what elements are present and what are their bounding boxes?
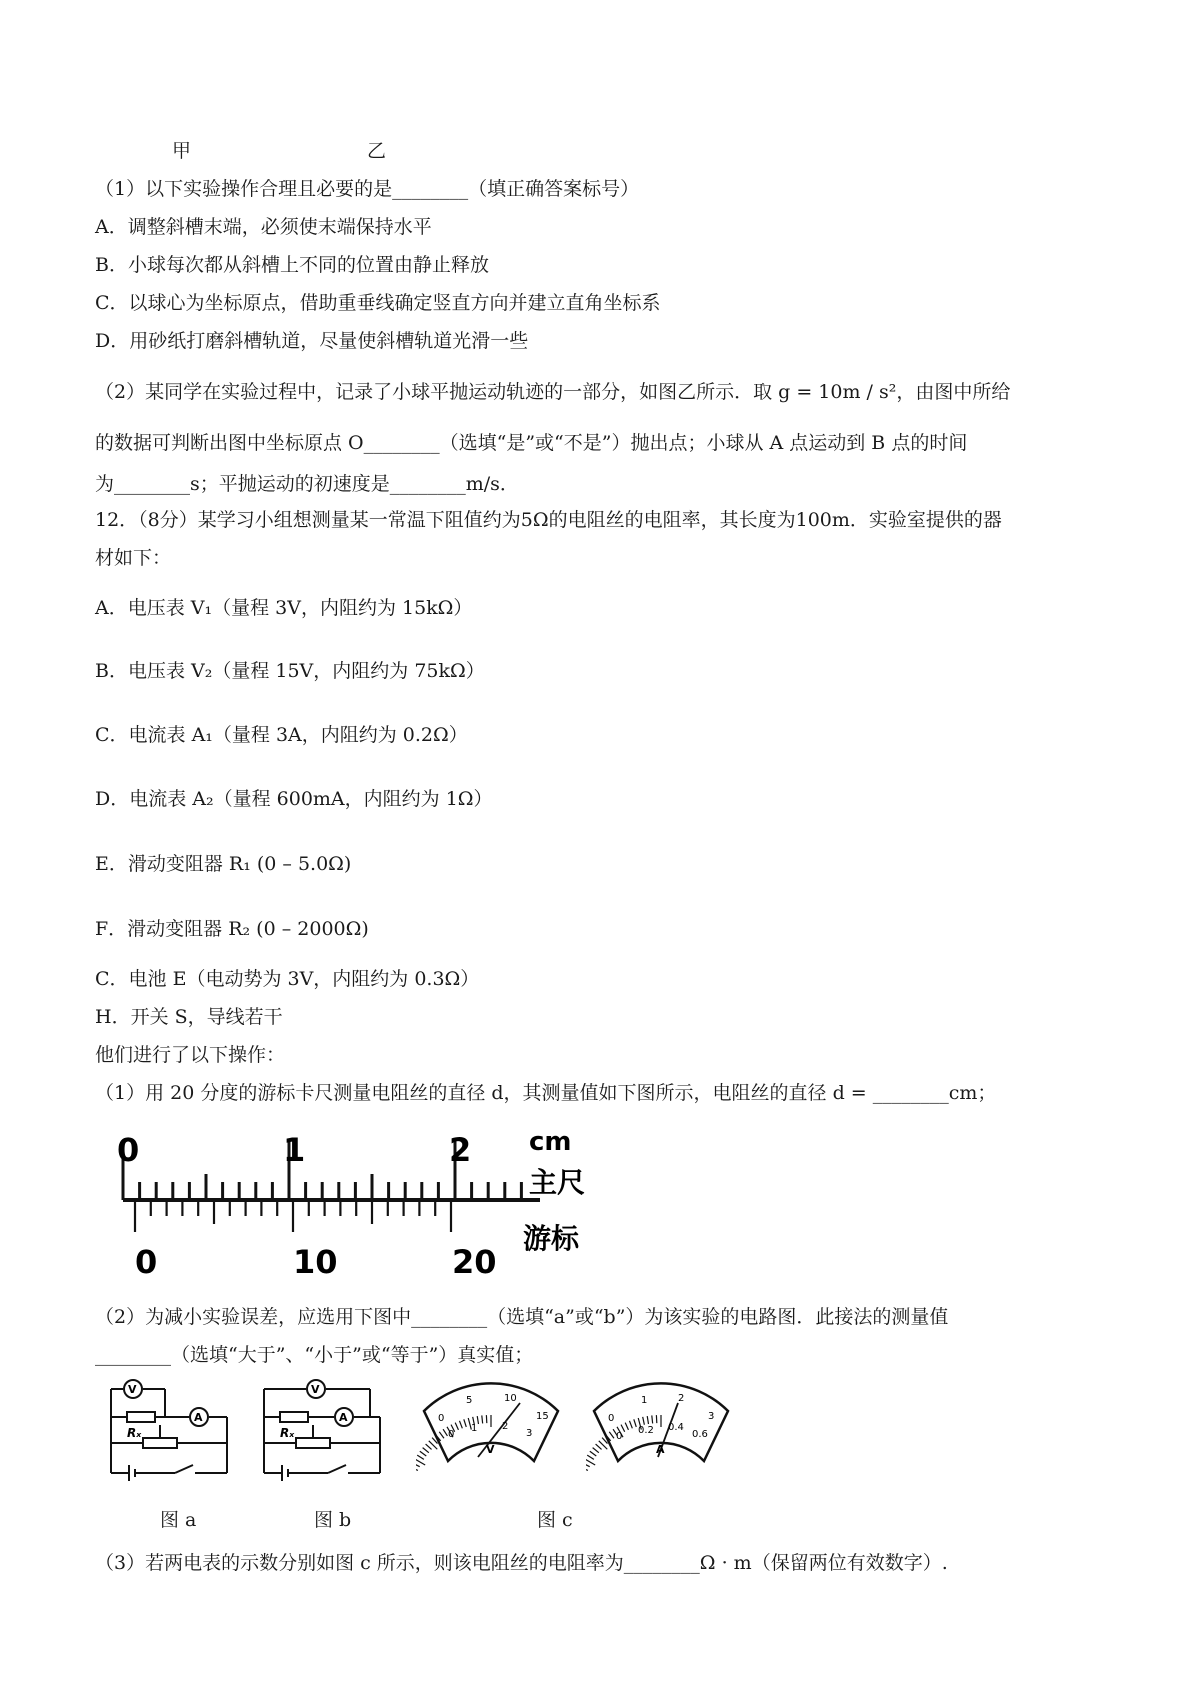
- rheostat-a: [143, 1438, 177, 1448]
- svg-text:2: 2: [502, 1421, 509, 1432]
- svg-text:A: A: [194, 1411, 203, 1424]
- svg-text:10: 10: [504, 1393, 517, 1404]
- caption-figure-a: 图 a: [160, 1509, 197, 1531]
- dial-tick: [423, 1448, 429, 1453]
- figure-label-jia: 甲: [172, 140, 192, 162]
- dial-tick: [629, 1421, 632, 1428]
- dial-tick: [586, 1467, 588, 1470]
- q12-stem-line1: 12．（8分）某学习小组想测量某一常温下阻值约为5Ω的电阻丝的电阻率，其长度为100m．实验室提供的器: [95, 509, 1002, 531]
- dial-tick: [426, 1444, 432, 1449]
- q12-part1: （1）用 20 分度的游标卡尺测量电阻丝的直径 d，其测量值如下图所示，电阻丝的直径 d = ________cm；: [95, 1082, 997, 1104]
- dial-tick: [625, 1423, 628, 1430]
- dial-tick: [652, 1415, 653, 1423]
- svg-text:0: 0: [438, 1413, 445, 1424]
- dial-tick: [439, 1432, 444, 1438]
- q11-part2-line3: 为________s；平抛运动的初速度是________m/s．: [95, 473, 519, 495]
- main-scale-label-2: 2: [449, 1131, 472, 1169]
- svg-text:2: 2: [678, 1393, 685, 1404]
- resistor-rx-a: [127, 1412, 155, 1422]
- vernier-label-0: 0: [135, 1243, 158, 1281]
- q11-option-a: A．调整斜槽末端，必须使末端保持水平: [95, 216, 432, 238]
- main-scale-name: 主尺: [529, 1166, 586, 1199]
- svg-text:0.2: 0.2: [638, 1425, 654, 1436]
- svg-text:A: A: [339, 1411, 348, 1424]
- main-scale-label-1: 1: [283, 1131, 306, 1169]
- svg-text:0.4: 0.4: [668, 1422, 684, 1433]
- caliper-unit: cm: [529, 1127, 572, 1157]
- figure-label-yi: 乙: [367, 140, 387, 162]
- dial-tick: [464, 1419, 466, 1427]
- svg-text:1: 1: [641, 1395, 648, 1406]
- voltmeter-dial: [416, 1373, 566, 1473]
- dial-tick: [586, 1459, 595, 1465]
- q11-part2-line2: 的数据可判断出图中坐标原点 O________（选填“是”或“不是”）抛出点；小球从 A 点运动到 B 点的时间: [95, 432, 968, 454]
- dial-tick: [416, 1463, 420, 1467]
- dial-tick: [420, 1451, 426, 1456]
- ammeter-dial: [586, 1373, 736, 1473]
- vernier-caliper-figure: [105, 1118, 625, 1283]
- svg-text:V: V: [128, 1383, 137, 1396]
- caption-figure-c: 图 c: [537, 1509, 573, 1531]
- dial-tick: [593, 1448, 599, 1453]
- svg-text:Rₓ: Rₓ: [127, 1426, 142, 1440]
- equipment-f: F．滑动变阻器 R₂ (0 – 2000Ω): [95, 918, 369, 940]
- svg-text:0.6: 0.6: [692, 1429, 708, 1440]
- q11-option-d: D．用砂纸打磨斜槽轨道，尽量使斜槽轨道光滑一些: [95, 330, 529, 352]
- dial-tick: [647, 1416, 648, 1424]
- svg-text:15: 15: [536, 1411, 549, 1422]
- q11-part1: （1）以下实验操作合理且必要的是________（填正确答案标号）: [95, 178, 640, 200]
- q12-intro: 他们进行了以下操作：: [95, 1044, 286, 1066]
- vernier-label-10: 10: [293, 1243, 338, 1281]
- svg-text:Rₓ: Rₓ: [280, 1426, 295, 1440]
- svg-text:3: 3: [708, 1411, 715, 1422]
- svg-text:V: V: [311, 1383, 320, 1396]
- vernier-label-20: 20: [452, 1243, 497, 1281]
- q12-part2-line1: （2）为减小实验误差，应选用下图中________（选填“a”或“b”）为该实验的电路图．此接法的测量值: [95, 1306, 949, 1328]
- q11-part2-line1: （2）某同学在实验过程中，记录了小球平抛运动轨迹的一部分，如图乙所示．取 g = 10m / s²，由图中所给: [95, 381, 1011, 403]
- switch-symbol-b: [328, 1465, 346, 1473]
- svg-text:A: A: [656, 1443, 665, 1456]
- svg-text:3: 3: [526, 1428, 533, 1439]
- circuit-diagram-b: [258, 1373, 388, 1485]
- svg-text:0: 0: [616, 1431, 623, 1442]
- equipment-d: D．电流表 A₂（量程 600mA，内阻约为 1Ω）: [95, 788, 493, 810]
- q11-option-b: B．小球每次都从斜槽上不同的位置由静止释放: [95, 254, 489, 276]
- equipment-c: C．电流表 A₁（量程 3A，内阻约为 0.2Ω）: [95, 724, 468, 746]
- vernier-scale-name: 游标: [523, 1222, 580, 1255]
- q12-stem-line2: 材如下：: [95, 547, 172, 569]
- dial-tick: [482, 1415, 483, 1423]
- circuit-diagram-a: [105, 1373, 235, 1485]
- equipment-a: A．电压表 V₁（量程 3V，内阻约为 15kΩ）: [95, 597, 473, 619]
- caption-figure-b: 图 b: [314, 1509, 352, 1531]
- dial-tick: [587, 1455, 594, 1459]
- q11-option-c: C．以球心为坐标原点，借助重垂线确定竖直方向并建立直角坐标系: [95, 292, 661, 314]
- svg-text:0: 0: [448, 1429, 455, 1440]
- main-scale-label-0: 0: [117, 1131, 140, 1169]
- dial-tick: [643, 1417, 645, 1425]
- switch-symbol-a: [175, 1465, 193, 1473]
- equipment-h: H．开关 S，导线若干: [95, 1006, 283, 1028]
- q12-part3: （3）若两电表的示数分别如图 c 所示，则该电阻丝的电阻率为________Ω · m（保留两位有效数字）.: [95, 1552, 948, 1574]
- dial-tick: [417, 1455, 424, 1459]
- dial-tick: [443, 1429, 447, 1436]
- svg-text:1: 1: [471, 1423, 478, 1434]
- dial-tick: [416, 1459, 425, 1465]
- dial-tick: [609, 1432, 614, 1438]
- voltmeter-needle: [478, 1403, 520, 1457]
- rheostat-b: [296, 1438, 330, 1448]
- dial-tick: [455, 1423, 458, 1430]
- dial-tick: [416, 1467, 418, 1470]
- dial-tick: [590, 1451, 596, 1456]
- q12-part2-line2: ________（选填“大于”、“小于”或“等于”）真实值；: [95, 1344, 534, 1366]
- resistor-rx-b: [280, 1412, 308, 1422]
- equipment-e: E．滑动变阻器 R₁ (0 – 5.0Ω): [95, 853, 352, 875]
- dial-tick: [477, 1416, 478, 1424]
- equipment-b: B．电压表 V₂（量程 15V，内阻约为 75kΩ）: [95, 660, 485, 682]
- dial-tick: [634, 1419, 636, 1427]
- dial-tick: [596, 1444, 602, 1449]
- dial-tick: [586, 1463, 590, 1467]
- svg-text:0: 0: [608, 1413, 615, 1424]
- equipment-g: C．电池 E（电动势为 3V，内阻约为 0.3Ω）: [95, 968, 480, 990]
- svg-text:V: V: [486, 1443, 495, 1456]
- svg-text:5: 5: [466, 1395, 473, 1406]
- dial-tick: [459, 1421, 462, 1428]
